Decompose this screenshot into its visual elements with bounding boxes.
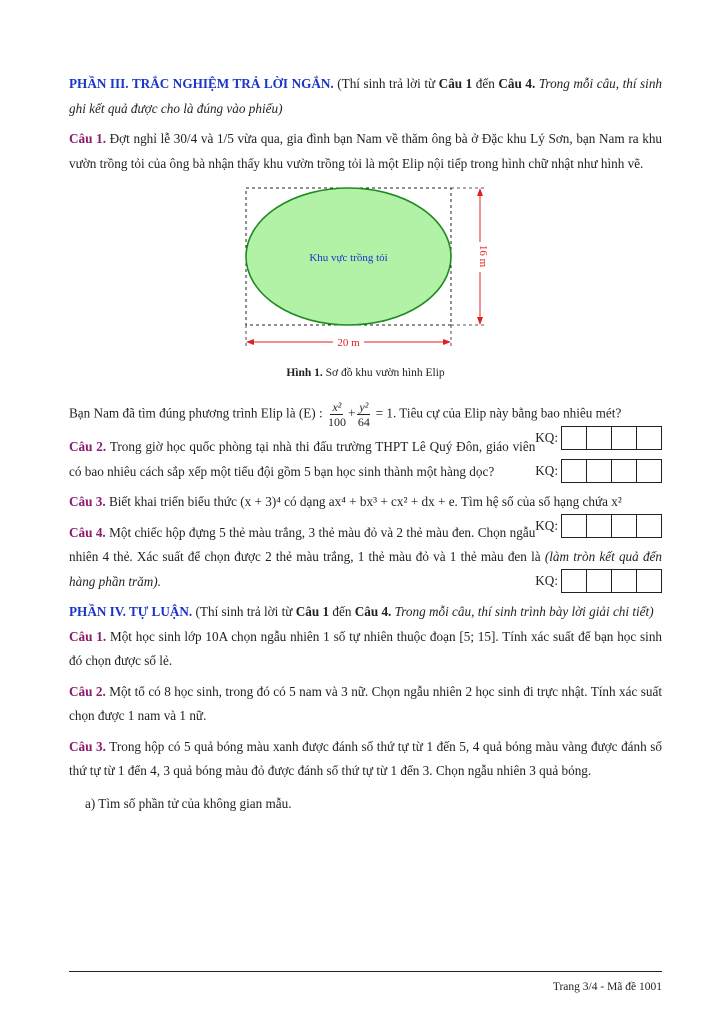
part3-heading: PHẦN III. TRẮC NGHIỆM TRẢ LỜI NGẮN. xyxy=(69,76,334,91)
part4-intro xyxy=(69,600,662,625)
frac-y-den: 64 xyxy=(357,415,370,429)
kq-label: KQ: xyxy=(535,517,558,533)
answer-box[interactable] xyxy=(636,426,662,450)
footer-divider xyxy=(69,971,662,972)
part3-intro-mid: đến xyxy=(472,76,499,91)
q4-answer xyxy=(535,569,662,594)
frac-x-den: 100 xyxy=(327,415,346,429)
kq-label: KQ: xyxy=(535,572,558,588)
q3-text: Biết khai triển biểu thức (x + 3)⁴ có dạng ax⁴ + bx³ + cx² + dx + e. Tìm hệ số của số hạng chứa x² xyxy=(108,494,622,509)
frac-x-num: x² xyxy=(332,400,342,414)
part4-intro-text: (Thí sinh trả lời từ xyxy=(192,604,296,619)
answer-box[interactable] xyxy=(586,514,612,538)
q2-label: Câu 2. xyxy=(69,439,107,454)
garden-label: Khu vực trồng tỏi xyxy=(309,252,388,264)
p4q3-label: Câu 3. xyxy=(69,738,106,754)
answer-boxes[interactable] xyxy=(562,426,662,450)
page-content xyxy=(69,72,662,816)
answer-box[interactable] xyxy=(561,459,587,483)
part4-intro-italic: Trong mỗi câu, thí sinh trình bày lời giải chi tiết) xyxy=(391,604,654,619)
width-label: 20 m xyxy=(337,337,360,349)
answer-box[interactable] xyxy=(586,426,612,450)
eq-plus: + xyxy=(347,405,356,421)
essay-question-1 xyxy=(69,625,662,674)
frac-y-num: y² xyxy=(359,400,369,414)
fraction-y xyxy=(357,400,370,429)
q1-text2-a: Bạn Nam đã tìm đúng phương trình Elip là (E) : xyxy=(69,405,323,421)
kq-label: KQ: xyxy=(535,462,558,478)
q3-answer xyxy=(535,514,662,539)
answer-box[interactable] xyxy=(561,569,587,593)
answer-box[interactable] xyxy=(611,569,637,593)
answer-box[interactable] xyxy=(611,514,637,538)
answer-box[interactable] xyxy=(636,459,662,483)
q1-answer xyxy=(535,426,662,451)
p4q3-text: Trong hộp có 5 quả bóng màu xanh được đánh số thứ tự từ 1 đến 5, 4 quả bóng màu vàng được đánh số thứ tự từ 1 đến 4, 3 quả bóng màu đỏ được đánh số thứ tự từ 1 đến 3. Chọn ngẫu nhiên 3 quả bóng. xyxy=(69,738,663,778)
essay-q3-part-a: a) Tìm số phần tử của không gian mẫu. xyxy=(85,795,292,811)
q1-label: Câu 1. xyxy=(69,131,106,146)
answer-box[interactable] xyxy=(586,569,612,593)
p4q1-text: Một học sinh lớp 10A chọn ngẫu nhiên 1 số tự nhiên thuộc đoạn [5; 15]. Tính xác suất để bạn học sinh đó chọn được số lẻ. xyxy=(69,628,663,668)
part4-intro-mid: đến xyxy=(329,604,355,619)
answer-box[interactable] xyxy=(561,426,587,450)
answer-box[interactable] xyxy=(636,569,662,593)
answer-box[interactable] xyxy=(611,426,637,450)
p4q1-label: Câu 1. xyxy=(69,628,107,644)
q4-italic: (làm tròn kết quả đến hàng phần trăm). xyxy=(69,549,662,589)
part3-intro-c4: Câu 4. xyxy=(498,76,536,91)
part3-intro xyxy=(69,72,662,121)
fraction-x xyxy=(328,400,346,429)
answer-box[interactable] xyxy=(586,459,612,483)
p4q2-label: Câu 2. xyxy=(69,683,106,699)
height-arrow-top xyxy=(477,188,483,196)
answer-boxes[interactable] xyxy=(562,459,662,483)
caption-text: Sơ đồ khu vườn hình Elip xyxy=(325,367,445,379)
q2-text: Trong giờ học quốc phòng tại nhà thi đấu trường THPT Lê Quý Đôn, giáo viên có bao nhiêu cách sắp xếp một tiểu đội gồm 5 bạn học sinh thành một hàng dọc? xyxy=(69,439,536,479)
q2-answer xyxy=(535,459,662,484)
q4-text: Một chiếc hộp đựng 5 thẻ màu trắng, 3 thẻ màu đỏ và 2 thẻ màu đen. Chọn ngẫu nhiên 4 thẻ. Xác suất để chọn được 2 thẻ màu trắng, 1 thẻ màu đỏ và 1 thẻ màu đen là xyxy=(69,524,545,564)
part3-intro-c1: Câu 1 xyxy=(438,76,473,91)
part4-intro-c4: Câu 4. xyxy=(354,604,392,619)
height-arrow-bottom xyxy=(477,317,483,325)
page-footer: Trang 3/4 - Mã đề 1001 xyxy=(552,981,662,993)
q1-text2-b: = 1. Tiêu cự của Elip này bằng bao nhiêu mét? xyxy=(375,405,622,421)
caption-label: Hình 1. xyxy=(286,367,323,379)
answer-box[interactable] xyxy=(611,459,637,483)
q1-continuation xyxy=(69,400,662,445)
ellipse-diagram xyxy=(69,176,662,381)
ellipse-figure xyxy=(69,176,662,381)
answer-boxes[interactable] xyxy=(562,569,662,593)
question-1 xyxy=(69,127,662,176)
answer-box[interactable] xyxy=(561,514,587,538)
kq-label: KQ: xyxy=(535,430,558,445)
essay-question-3 xyxy=(69,735,662,784)
part4-heading: PHẦN IV. TỰ LUẬN. xyxy=(69,604,193,619)
answer-boxes[interactable] xyxy=(562,514,662,538)
height-label: 16 m xyxy=(477,244,489,268)
width-arrow-right xyxy=(443,339,451,345)
part4-intro-c1: Câu 1 xyxy=(295,604,330,619)
essay-question-2 xyxy=(69,680,662,729)
width-arrow-left xyxy=(246,339,254,345)
p4q2-text: Một tổ có 8 học sinh, trong đó có 5 nam và 3 nữ. Chọn ngẫu nhiên 2 học sinh đi trực nhật. Tính xác suất chọn được 1 nam và 1 nữ. xyxy=(69,683,663,723)
q1-text: Đợt nghỉ lễ 30/4 và 1/5 vừa qua, gia đình bạn Nam về thăm ông bà ở Đặc khu Lý Sơn, bạn Nam ra khu vườn trồng tỏi của ông bà nhận thấy khu vườn trồng tỏi là một Elip nội tiếp trong hình chữ nhật như hình vẽ. xyxy=(69,131,663,171)
q3-label: Câu 3. xyxy=(69,494,106,509)
part3-intro-italic: Trong mỗi câu, thí sinh ghi kết quả được cho là đúng vào phiếu) xyxy=(69,76,663,116)
q4-label: Câu 4. xyxy=(69,524,106,540)
part3-intro-text: (Thí sinh trả lời từ xyxy=(333,76,439,91)
answer-box[interactable] xyxy=(636,514,662,538)
